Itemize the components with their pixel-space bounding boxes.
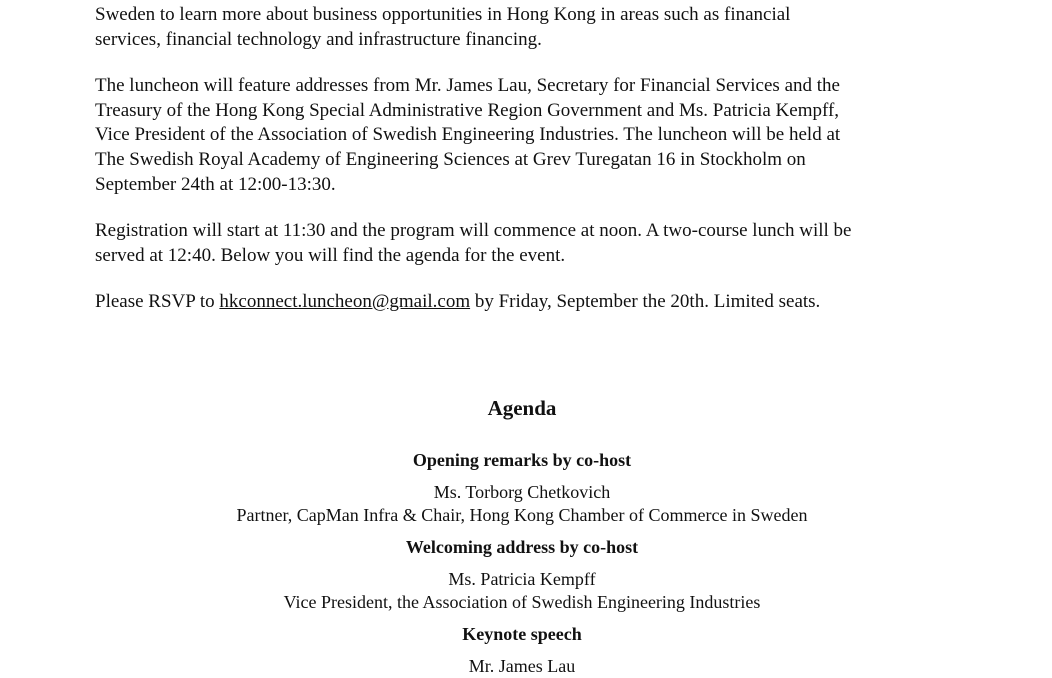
paragraph-line: services, financial technology and infrastructure financing. bbox=[95, 28, 542, 50]
agenda-item-role: Partner, CapMan Infra & Chair, Hong Kong Chamber of Commerce in Sweden bbox=[236, 505, 808, 525]
agenda-title: Agenda bbox=[487, 396, 557, 420]
paragraph-line: The luncheon will feature addresses from Mr. James Lau, Secretary for Financial Services and the bbox=[95, 75, 840, 97]
agenda-item-speaker: Ms. Patricia Kempff bbox=[448, 569, 596, 589]
paragraph-line: Registration will start at 11:30 and the program will commence at noon. A two-course lunch will be bbox=[95, 220, 852, 242]
agenda-section bbox=[0, 395, 1044, 678]
luncheon-paragraph bbox=[95, 74, 955, 197]
paragraph-line: Sweden to learn more about business opportunities in Hong Kong in areas such as financial bbox=[95, 4, 791, 25]
agenda-item-speaker: Ms. Torborg Chetkovich bbox=[433, 482, 611, 502]
paragraph-line: The Swedish Royal Academy of Engineering Sciences at Grev Turegatan 16 in Stockholm on bbox=[95, 148, 806, 170]
agenda-item-speaker: Mr. James Lau bbox=[468, 656, 576, 676]
agenda-item-heading: Opening remarks by co-host bbox=[412, 450, 632, 470]
paragraph-line: September 24th at 12:00-13:30. bbox=[95, 173, 336, 195]
rsvp-email-link[interactable]: hkconnect.luncheon@gmail.com bbox=[219, 291, 471, 313]
rsvp-paragraph bbox=[95, 290, 955, 315]
agenda-item-heading: Welcoming address by co-host bbox=[405, 537, 639, 557]
rsvp-prefix: Please RSVP to bbox=[95, 291, 220, 313]
document-body bbox=[95, 0, 955, 337]
agenda-item-role: Vice President, the Association of Swedish Engineering Industries bbox=[283, 592, 761, 612]
rsvp-suffix: by Friday, September the 20th. Limited seats. bbox=[470, 291, 821, 313]
registration-paragraph bbox=[95, 219, 955, 268]
paragraph-line: served at 12:40. Below you will find the agenda for the event. bbox=[95, 244, 566, 266]
paragraph-line: Vice President of the Association of Swedish Engineering Industries. The luncheon will be held at bbox=[95, 124, 841, 146]
paragraph-line: Treasury of the Hong Kong Special Administrative Region Government and Ms. Patricia Kempff, bbox=[95, 99, 840, 121]
agenda-item-heading: Keynote speech bbox=[462, 624, 582, 644]
intro-paragraph bbox=[95, 3, 955, 52]
